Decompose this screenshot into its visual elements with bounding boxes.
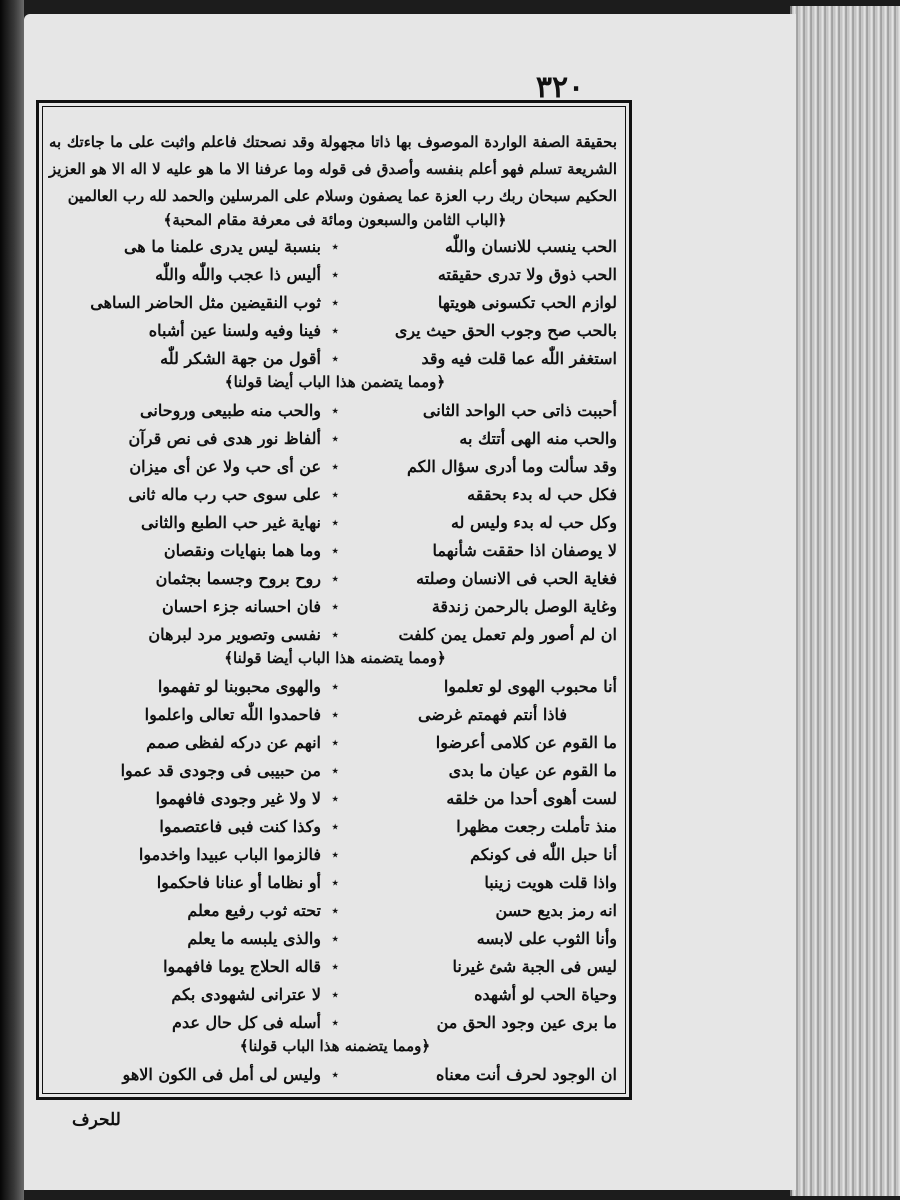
verse-first-hemistich: ان الوجود لحرف أنت معناه: [436, 1065, 617, 1084]
verse-second-hemistich: انهم عن دركه لفظى صمم: [146, 733, 321, 752]
verse-separator-star-icon: ٭: [331, 903, 339, 919]
verse-second-hemistich: وليس لى أمل فى الكون الاهو: [122, 1065, 321, 1084]
verse-second-hemistich: أقول من جهة الشكر للّٰه: [160, 349, 321, 368]
verse-first-hemistich: فاذا أنتم فهمتم غرضى: [417, 705, 567, 724]
verse-second-hemistich: لا ولا غير وجودى فافهموا: [155, 789, 321, 808]
verse-first-hemistich: الحب ينسب للانسان واللّٰه: [444, 237, 617, 256]
verse-line: [43, 397, 627, 425]
verse-line: [43, 925, 627, 953]
verse-second-hemistich: أو نظاما أو عنانا فاحكموا: [156, 873, 321, 892]
stacked-page-edges: [790, 6, 900, 1196]
verse-first-hemistich: لوازم الحب تكسونى هويتها: [437, 293, 617, 312]
verse-first-hemistich: وغاية الوصل بالرحمن زندقة: [431, 597, 617, 616]
verse-second-hemistich: روح بروح وجسما بجثمان: [155, 569, 321, 588]
section-heading: ﴿ومما يتضمنه هذا الباب أيضا قولنا﴾: [224, 649, 446, 667]
verse-separator-star-icon: ٭: [331, 403, 339, 419]
verse-separator-star-icon: ٭: [331, 1067, 339, 1083]
verse-separator-star-icon: ٭: [331, 791, 339, 807]
verse-line: [43, 481, 627, 509]
verse-line: [43, 261, 627, 289]
verse-line: [43, 289, 627, 317]
verse-first-hemistich: ما برى عين وجود الحق من: [436, 1013, 617, 1032]
catchword: للحرف: [72, 1110, 121, 1130]
verse-separator-star-icon: ٭: [331, 875, 339, 891]
page-number: ٣٢٠: [535, 70, 585, 105]
verse-second-hemistich: أسله فى كل حال عدم: [172, 1013, 321, 1032]
verse-separator-star-icon: ٭: [331, 847, 339, 863]
verse-line: [43, 757, 627, 785]
verse-second-hemistich: فان احسانه جزء احسان: [162, 597, 321, 616]
verse-separator-star-icon: ٭: [331, 459, 339, 475]
section-heading: ﴿ومما يتضمنه هذا الباب قولنا﴾: [239, 1037, 431, 1055]
verse-line: [43, 565, 627, 593]
verse-line: [43, 841, 627, 869]
verse-separator-star-icon: ٭: [331, 819, 339, 835]
verse-line: [43, 233, 627, 261]
verse-second-hemistich: من حبيبى فى وجودى قد عموا: [120, 761, 321, 780]
verse-line: [43, 729, 627, 757]
verse-line: [43, 813, 627, 841]
verse-separator-star-icon: ٭: [331, 295, 339, 311]
verse-first-hemistich: والحب منه الهى أتتك به: [459, 429, 617, 448]
verse-separator-star-icon: ٭: [331, 351, 339, 367]
verse-separator-star-icon: ٭: [331, 1015, 339, 1031]
verse-separator-star-icon: ٭: [331, 931, 339, 947]
verse-second-hemistich: بنسبة ليس يدرى علمنا ما هى: [123, 237, 321, 256]
verse-line: [43, 1009, 627, 1037]
opening-prose: بحقيقة الصفة الواردة الموصوف بها ذاتا مجهولة وقد نصحتك فاعلم واثبت على ما جاءتك به الشريعة تسلم فهو أعلم بنفسه وأصدق فى قوله وما عرفنا الا ما هو عليه لا اله الا هو العزيز الحكيم سبحان ربك رب العزة عما يصفون وسلام على المرسلين والحمد لله رب العالمين: [49, 133, 617, 205]
verse-second-hemistich: فالزموا الباب عبيدا واخدموا: [138, 845, 321, 864]
verse-line: [43, 673, 627, 701]
verse-first-hemistich: لست أهوى أحدا من خلقه: [446, 789, 617, 808]
verse-separator-star-icon: ٭: [331, 487, 339, 503]
verse-separator-star-icon: ٭: [331, 323, 339, 339]
verse-separator-star-icon: ٭: [331, 763, 339, 779]
verse-line: [43, 509, 627, 537]
verse-line: [43, 621, 627, 649]
verse-second-hemistich: والذى يلبسه ما يعلم: [187, 929, 321, 948]
verse-line: [43, 981, 627, 1009]
section-heading-text: ومما يتضمنه هذا الباب أيضا قولنا: [233, 649, 437, 667]
verse-separator-star-icon: ٭: [331, 707, 339, 723]
verse-first-hemistich: فغاية الحب فى الانسان وصلته: [416, 569, 617, 588]
verse-separator-star-icon: ٭: [331, 431, 339, 447]
verse-line: [43, 869, 627, 897]
verse-separator-star-icon: ٭: [331, 679, 339, 695]
verse-first-hemistich: ليس فى الجبة شئ غيرنا: [452, 957, 617, 976]
verse-first-hemistich: أنا محبوب الهوى لو تعلموا: [443, 677, 617, 696]
verse-first-hemistich: وحياة الحب لو أشهده: [474, 985, 617, 1004]
verse-first-hemistich: فكل حب له بدء بحققه: [467, 485, 617, 504]
verse-line: [43, 897, 627, 925]
verse-second-hemistich: ثوب النقيضين مثل الحاضر الساهى: [90, 293, 321, 312]
verse-first-hemistich: ما القوم عن كلامى أعرضوا: [435, 733, 617, 752]
verse-separator-star-icon: ٭: [331, 627, 339, 643]
verse-line: [43, 701, 627, 729]
verse-separator-star-icon: ٭: [331, 735, 339, 751]
verse-separator-star-icon: ٭: [331, 543, 339, 559]
verse-first-hemistich: وأنا الثوب على لابسه: [476, 929, 617, 948]
verse-second-hemistich: تحته ثوب رفيع معلم: [187, 901, 321, 920]
verse-second-hemistich: قاله الحلاج يوما فافهموا: [163, 957, 321, 976]
text-frame: [42, 106, 626, 1094]
verse-first-hemistich: أنا حبل اللّٰه فى كونكم: [470, 845, 617, 864]
verse-separator-star-icon: ٭: [331, 515, 339, 531]
verse-line: [43, 953, 627, 981]
verse-first-hemistich: الحب ذوق ولا تدرى حقيقته: [437, 265, 617, 284]
verse-second-hemistich: نفسى وتصوير مرد لبرهان: [148, 625, 321, 644]
verse-first-hemistich: وقد سألت وما أدرى سؤال الكم: [406, 457, 617, 476]
verse-second-hemistich: والهوى محبوبنا لو تفهموا: [157, 677, 321, 696]
verse-line: [43, 785, 627, 813]
section-heading-text: ومما يتضمنه هذا الباب قولنا: [248, 1037, 422, 1055]
verse-first-hemistich: لا يوصفان اذا حققت شأنهما: [432, 541, 617, 560]
verse-separator-star-icon: ٭: [331, 571, 339, 587]
verse-separator-star-icon: ٭: [331, 987, 339, 1003]
verse-second-hemistich: فاحمدوا اللّٰه تعالى واعلموا: [144, 705, 321, 724]
verse-second-hemistich: عن أى حب ولا عن أى ميزان: [129, 457, 321, 476]
verse-separator-star-icon: ٭: [331, 959, 339, 975]
verse-line: [43, 1061, 627, 1089]
verse-first-hemistich: واذا قلت هويت زينبا: [484, 873, 617, 892]
section-heading-text: ومما يتضمن هذا الباب أيضا قولنا: [233, 373, 437, 391]
book-gutter-shadow: [0, 0, 24, 1200]
verse-line: [43, 537, 627, 565]
verse-second-hemistich: نهاية غير حب الطبع والثانى: [141, 513, 321, 532]
verse-line: [43, 453, 627, 481]
verse-second-hemistich: والحب منه طبيعى وروحانى: [140, 401, 321, 420]
verse-second-hemistich: وكذا كنت فبى فاعتصموا: [159, 817, 321, 836]
verse-second-hemistich: لا عترانى لشهودى بكم: [171, 985, 321, 1004]
verse-second-hemistich: وما هما بنهايات ونقصان: [163, 541, 321, 560]
verse-first-hemistich: ما القوم عن عيان ما بدى: [448, 761, 617, 780]
verse-first-hemistich: استغفر اللّٰه عما قلت فيه وقد: [421, 349, 617, 368]
verse-first-hemistich: بالحب صح وجوب الحق حيث يرى: [394, 321, 617, 340]
section-heading: ﴿الباب الثامن والسبعون ومائة فى معرفة مقام المحبة﴾: [163, 211, 507, 229]
verse-second-hemistich: على سوى حب رب ماله ثانى: [128, 485, 321, 504]
verse-second-hemistich: فينا وفيه ولسنا عين أشباه: [148, 321, 321, 340]
section-heading-text: الباب الثامن والسبعون ومائة فى معرفة مقام المحبة: [172, 211, 498, 229]
verse-separator-star-icon: ٭: [331, 599, 339, 615]
section-heading: ﴿ومما يتضمن هذا الباب أيضا قولنا﴾: [224, 373, 446, 391]
verse-first-hemistich: ان لم أصور ولم تعمل يمن كلفت: [398, 625, 617, 644]
verse-first-hemistich: أحببت ذاتى حب الواحد الثانى: [422, 401, 617, 420]
verse-first-hemistich: انه رمز بديع حسن: [495, 901, 617, 920]
verse-line: [43, 345, 627, 373]
verse-first-hemistich: وكل حب له بدء وليس له: [450, 513, 617, 532]
verse-line: [43, 593, 627, 621]
verse-first-hemistich: منذ تأملت رجعت مظهرا: [456, 817, 617, 836]
verse-second-hemistich: ألفاظ نور هدى فى نص قرآن: [128, 429, 321, 448]
verse-separator-star-icon: ٭: [331, 267, 339, 283]
verse-line: [43, 425, 627, 453]
verse-line: [43, 317, 627, 345]
verse-separator-star-icon: ٭: [331, 239, 339, 255]
verse-second-hemistich: أليس ذا عجب واللّٰه واللّٰه: [155, 265, 321, 284]
